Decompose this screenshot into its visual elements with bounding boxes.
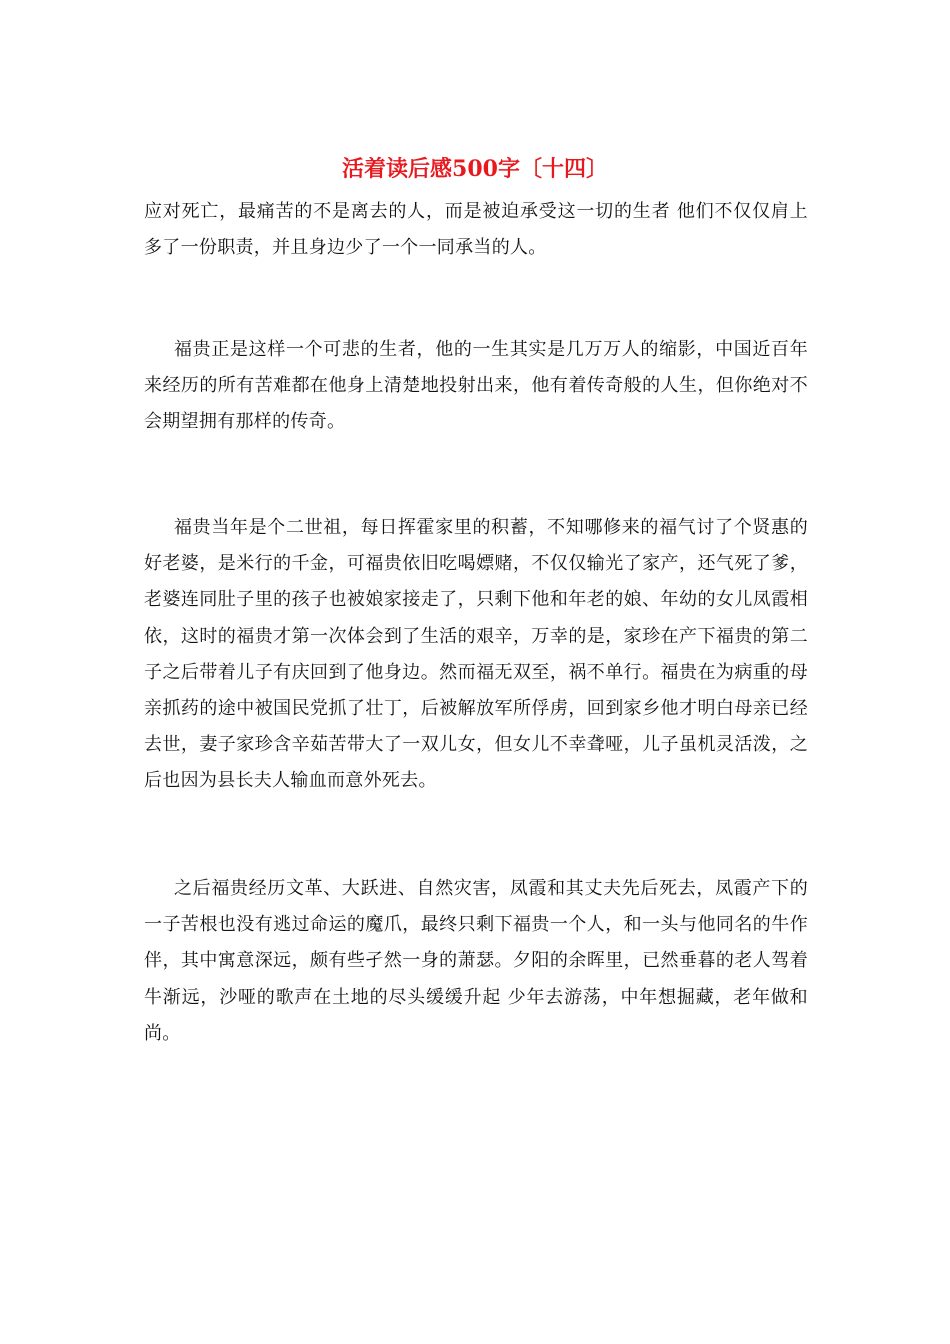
paragraph-2: 福贵正是这样一个可悲的生者，他的一生其实是几万万人的缩影，中国近百年来经历的所有苦难都在他身上清楚地投射出来，他有着传奇般的人生，但你绝对不会期望拥有那样的传奇。 bbox=[144, 339, 808, 433]
document-title: 活着读后感500字〔十四〕 bbox=[342, 156, 608, 182]
paragraph-4: 之后福贵经历文革、大跃进、自然灾害，凤霞和其丈夫先后死去，凤霞产下的一子苦根也没有逃过命运的魔爪，最终只剩下福贵一个人，和一头与他同名的牛作伴，其中寓意深远，颇有些孑然一身的萧瑟。夕阳的余晖里，已然垂暮的老人驾着牛渐远，沙哑的歌声在土地的尽头缓缓升起 少年去游荡，中年想掘藏，老年做和尚。 bbox=[144, 878, 808, 1044]
paragraph-3: 福贵当年是个二世祖，每日挥霍家里的积蓄，不知哪修来的福气讨了个贤惠的好老婆，是米行的千金，可福贵依旧吃喝嫖赌，不仅仅输光了家产，还气死了爹，老婆连同肚子里的孩子也被娘家接走了，只剩下他和年老的娘、年幼的女儿凤霞相依，这时的福贵才第一次体会到了生活的艰辛，万幸的是，家珍在产下福贵的第二子之后带着儿子有庆回到了他身边。然而福无双至，祸不单行。福贵在为病重的母亲抓药的途中被国民党抓了壮丁，后被解放军所俘虏，回到家乡他才明白母亲已经去世，妻子家珍含辛茹苦带大了一双儿女，但女儿不幸聋哑，儿子虽机灵活泼，之后也因为县长夫人输血而意外死去。 bbox=[144, 517, 808, 792]
paragraph-1: 应对死亡，最痛苦的不是离去的人，而是被迫承受这一切的生者 他们不仅仅肩上多了一份职责，并且身边少了一个一同承当的人。 bbox=[144, 201, 808, 259]
